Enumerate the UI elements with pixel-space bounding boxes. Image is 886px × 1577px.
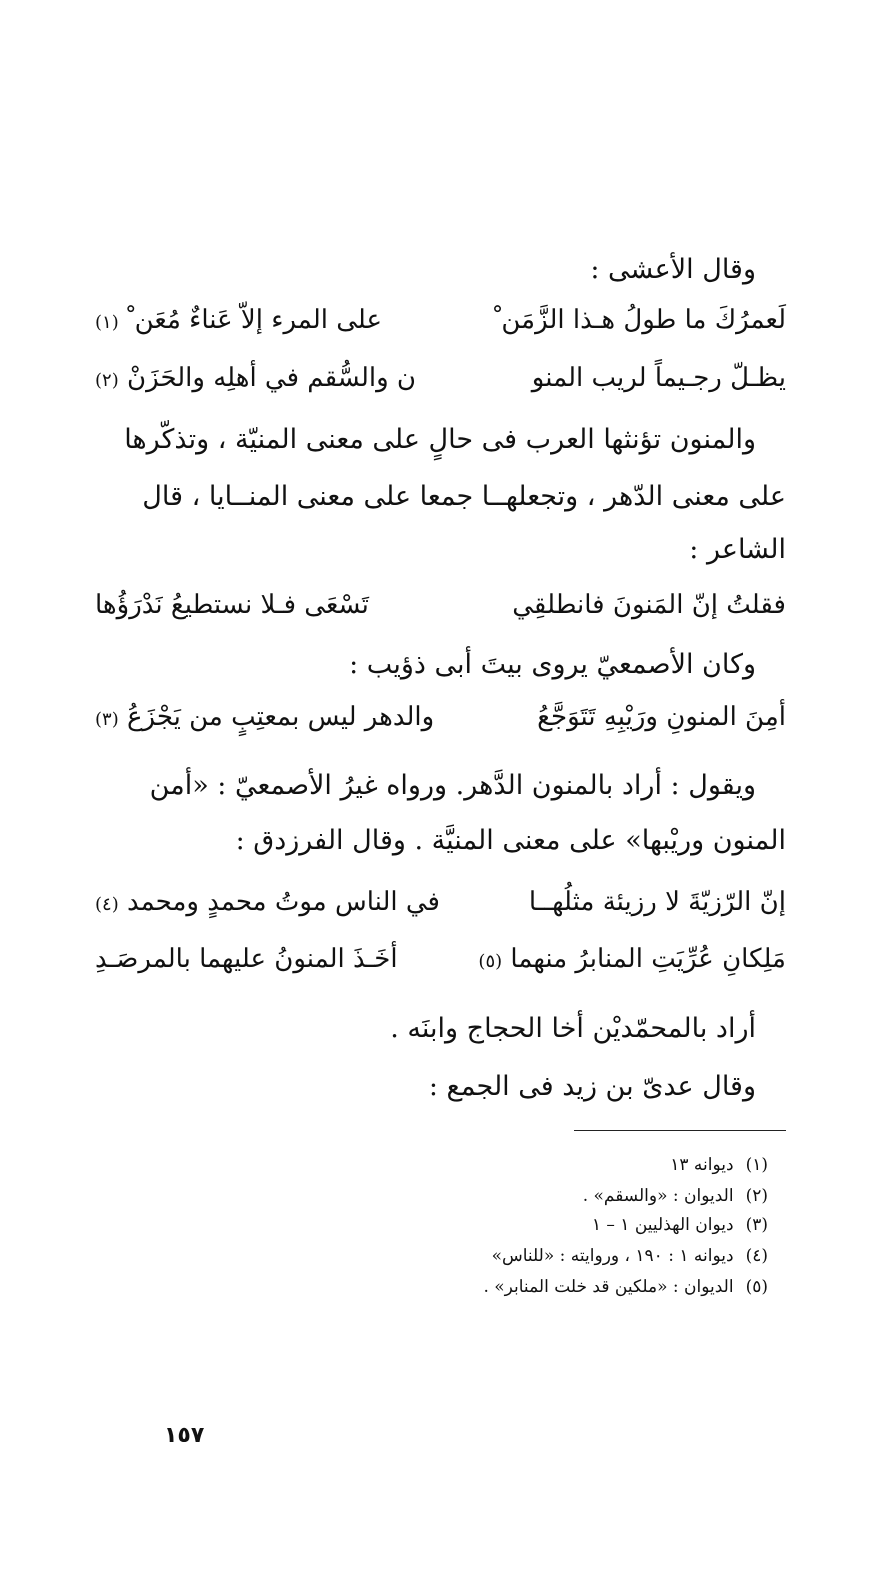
footnote-2-number: (٢) [745,1186,768,1206]
footnote-3 [592,1213,768,1237]
verse-1 [95,300,786,340]
footnote-ref-3: (٣) [95,709,119,730]
footnote-2-text: الديوان : «والسقم» . [582,1186,734,1206]
footnote-3-text: ديوان الهذليين ١ – ١ [591,1215,734,1235]
footnote-4-text: ديوانه ١ : ١٩٠ ، وروايته : «للناس» [491,1246,734,1266]
verse-3-first-hemistich: فقلتُ إنّ المَنونَ فانطلقِي [512,590,786,620]
footnote-5 [483,1275,768,1299]
footnote-5-number: (٥) [745,1277,768,1297]
intro-asha: وقال الأعشى : [590,254,756,285]
verse-5-text: في الناس موتُ محمدٍ ومحمد [127,887,440,917]
paragraph-5: وقال عدىّ بن زيد فى الجمع : [428,1071,756,1102]
footnote-3-number: (٣) [745,1215,768,1235]
verse-5-second-hemistich [95,882,440,925]
paragraph-1-line-1: والمنون تؤنثها العرب فى حالٍ على معنى المنيّة ، وتذكّرها [124,424,756,455]
paragraph-1-line-3: الشاعر : [689,534,786,565]
verse-4-first-hemistich: أمِنَ المنونِ ورَيْبِهِ تَتَوَجَّعُ [537,702,786,732]
footnote-ref-2: (٢) [95,370,119,391]
verse-6-text: مَلِكانِ عُرِّيَتِ المنابرُ منهما [510,944,786,974]
verse-1-text: على المرء إلاّ عَناءٌ مُعَن ْ [127,305,383,335]
verse-2-second-hemistich [95,358,416,401]
verse-5 [95,882,786,922]
paragraph-1-line-2: على معنى الدّهر ، وتجعلهــا جمعا على معنى المنــايا ، قال [142,481,786,512]
footnote-5-text: الديوان : «ملكين قد خلت المنابر» . [483,1277,734,1297]
footnote-4-number: (٤) [745,1246,768,1266]
verse-4-text: والدهر ليس بمعتِبٍ من يَجْزَعُ [127,702,435,732]
verse-1-first-hemistich: لَعمرُكَ ما طولُ هـذا الزَّمَن ْ [493,305,786,335]
verse-4 [95,697,786,737]
verse-6-first-hemistich [478,939,786,982]
paragraph-3-line-2: المنون وريْبها» على معنى المنيَّة . وقال الفرزدق : [235,825,786,856]
verse-2-first-hemistich: يظـلّ رجـيماً لريب المنو [531,363,786,393]
verse-6-second-hemistich: أخَـذَ المنونُ عليهما بالمرصَـدِ [95,944,398,974]
footnote-ref-4: (٤) [95,894,119,915]
verse-3-second-hemistich: تَسْعَى فـلا نستطيعُ نَدْرَؤُها [95,590,369,620]
footnote-ref-5: (٥) [478,951,503,972]
verse-2-text: ن والسُّقم في أهلِه والحَزَنْ [127,363,417,393]
verse-4-second-hemistich [95,697,434,740]
verse-5-first-hemistich: إنّ الرّزيّةَ لا رزيئة مثلُهــا [528,887,786,917]
footnote-divider [574,1130,786,1131]
verse-3 [95,585,786,625]
footnote-1 [670,1153,768,1177]
paragraph-2: وكان الأصمعيّ يروى بيتَ أبى ذؤيب : [349,649,756,680]
paragraph-3-line-1: ويقول : أراد بالمنون الدَّهر. ورواه غيرُ الأصمعيّ : «أمن [149,770,756,801]
footnote-2 [583,1184,768,1208]
verse-2 [95,358,786,398]
paragraph-4: أراد بالمحمّديْن أخا الحجاج وابنَه . [390,1013,756,1044]
page-number: ١٥٧ [164,1423,205,1448]
footnote-4 [492,1244,768,1268]
footnote-ref-1: (١) [95,312,119,333]
verse-6 [95,939,786,979]
verse-1-second-hemistich [95,300,382,343]
footnote-1-number: (١) [745,1155,768,1175]
footnote-1-text: ديوانه ١٣ [670,1155,734,1175]
